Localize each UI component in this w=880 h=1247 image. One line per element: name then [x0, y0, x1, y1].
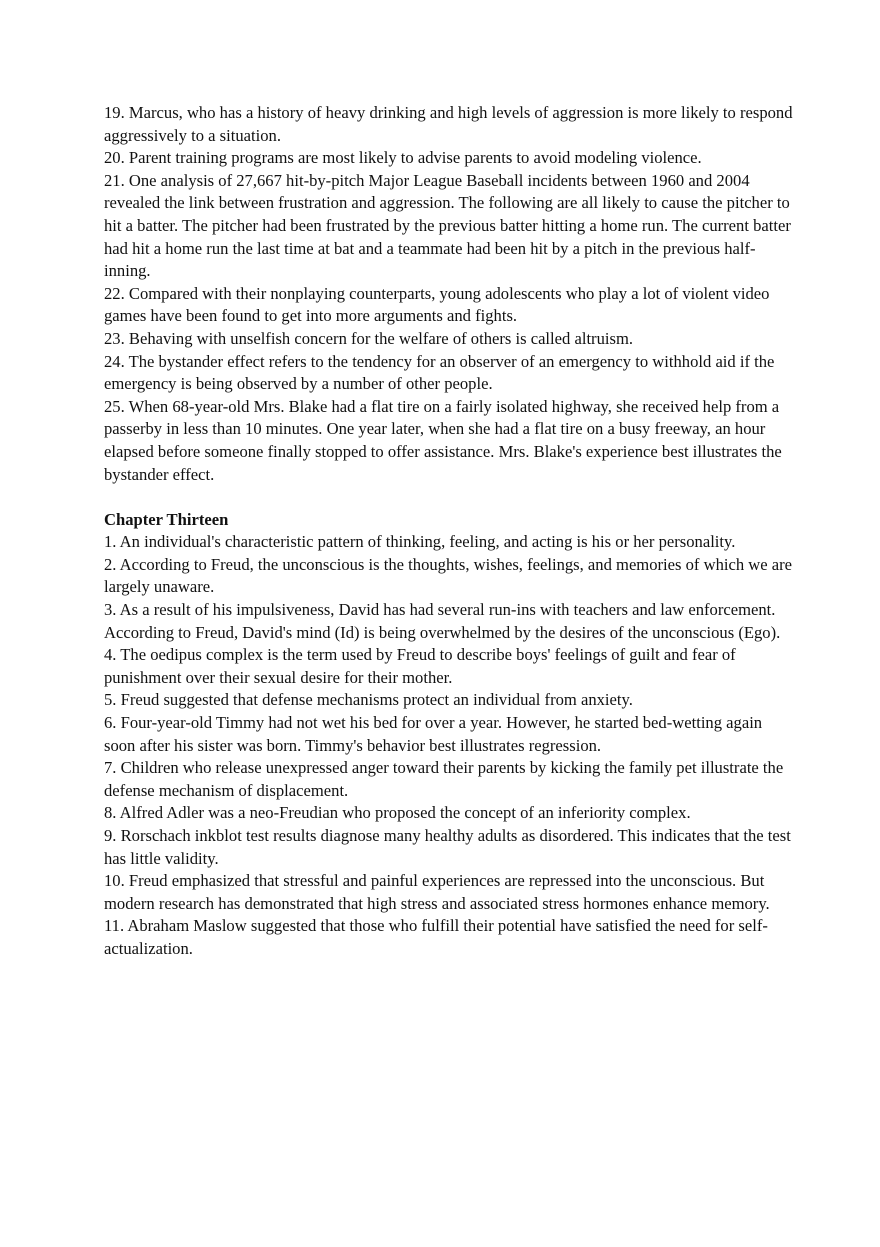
list-item: 1. An individual's characteristic pattern of thinking, feeling, and acting is his or her personality.	[104, 532, 736, 552]
list-item: 9. Rorschach inkblot test results diagnose many healthy adults as disordered. This indicates that the test has little validity.	[104, 826, 791, 868]
list-item: 20. Parent training programs are most likely to advise parents to avoid modeling violence.	[104, 148, 702, 168]
document-page	[104, 102, 794, 961]
list-item: 21. One analysis of 27,667 hit-by-pitch Major League Baseball incidents between 1960 and 2004 revealed the link between frustration and aggression. The following are all likely to cause the pitcher to hit a batter. The pitcher had been frustrated by the previous batter hitting a home run. The current batter had hit a home run the last time at bat and a teammate had been hit by a pitch in the previous half-inning.	[104, 170, 791, 281]
list-item: 3. As a result of his impulsiveness, David has had several run-ins with teachers and law enforcement. According to Freud, David's mind (Id) is being overwhelmed by the desires of the unconscious (Ego).	[104, 600, 781, 642]
list-item: 4. The oedipus complex is the term used by Freud to describe boys' feelings of guilt and fear of punishment over their sexual desire for their mother.	[104, 645, 736, 687]
list-item: 2. According to Freud, the unconscious is the thoughts, wishes, feelings, and memories of which we are largely unaware.	[104, 554, 793, 597]
answer-list-continued	[104, 102, 794, 486]
chapter-heading: Chapter Thirteen	[104, 509, 229, 529]
list-item: 7. Children who release unexpressed anger toward their parents by kicking the family pet illustrate the defense mechanism of displacement.	[104, 758, 784, 800]
list-item: 19. Marcus, who has a history of heavy drinking and high levels of aggression is more likely to respond aggressively to a situation.	[104, 103, 793, 145]
list-item: 11. Abraham Maslow suggested that those who fulfill their potential have satisfied the need for self-actualization.	[104, 916, 768, 958]
list-item: 10. Freud emphasized that stressful and painful experiences are repressed into the unconscious. But modern research has demonstrated that high stress and associated stress hormones enhance memory.	[104, 871, 770, 913]
list-item: 6. Four-year-old Timmy had not wet his bed for over a year. However, he started bed-wetting again soon after his sister was born. Timmy's behavior best illustrates regression.	[104, 713, 763, 755]
list-item: 8. Alfred Adler was a neo-Freudian who proposed the concept of an inferiority complex.	[104, 803, 691, 823]
list-item: 25. When 68-year-old Mrs. Blake had a flat tire on a fairly isolated highway, she received help from a passerby in less than 10 minutes. One year later, when she had a flat tire on a busy freeway, an hour elapsed before someone finally stopped to offer assistance. Mrs. Blake's experience best illustrates the bystander effect.	[104, 396, 782, 484]
section-spacer	[104, 486, 794, 509]
list-item: 24. The bystander effect refers to the tendency for an observer of an emergency to withhold aid if the emergency is being observed by a number of other people.	[104, 351, 775, 394]
list-item: 5. Freud suggested that defense mechanisms protect an individual from anxiety.	[104, 690, 633, 710]
list-item: 22. Compared with their nonplaying counterparts, young adolescents who play a lot of violent video games have been found to get into more arguments and fights.	[104, 283, 770, 326]
list-item: 23. Behaving with unselfish concern for the welfare of others is called altruism.	[104, 328, 633, 348]
chapter-thirteen-section	[104, 509, 794, 961]
